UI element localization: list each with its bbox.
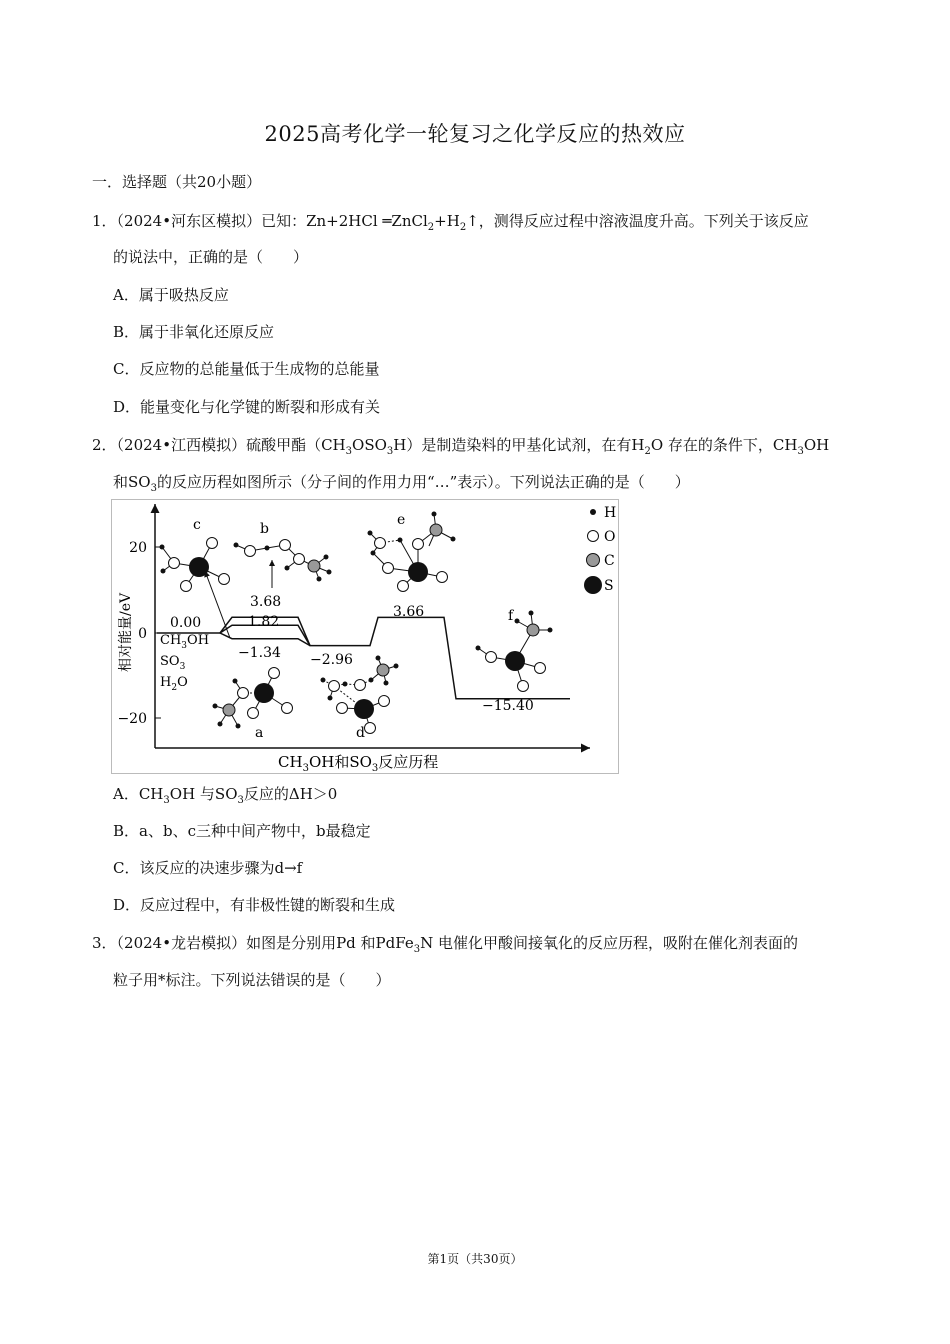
y-axis-label: 相对能量/eV [118, 592, 134, 672]
y-tick-0: 0 [138, 626, 147, 642]
level-label-start: 0.00 [170, 615, 202, 631]
energy-chart [112, 500, 618, 773]
molecule-label-c: c [193, 517, 201, 533]
molecule-label-f: f [508, 608, 514, 624]
species-ch3oh: $CH_3OH$ [160, 633, 210, 651]
molecule-e [368, 512, 456, 592]
molecule-label-a: a [255, 725, 264, 741]
molecule-c [160, 517, 230, 592]
molecule-label-d: d [356, 725, 365, 741]
molecule-label-b: b [260, 521, 269, 537]
page-footer: 第1页（共30页） [427, 1252, 523, 1266]
y-tick-neg20: −20 [117, 711, 147, 727]
level-label-neg15.40: −15.40 [482, 698, 534, 714]
level-label-3.68: 3.68 [250, 594, 282, 610]
q1-stem-line2: 的说法中，正确的是（ ） [113, 248, 309, 266]
legend-label-s: S [604, 578, 614, 594]
chart-legend [584, 505, 616, 594]
q2-stem: 2．（2024•江西模拟）硫酸甲酯$(CH_3OSO_3H)$是制造染料的甲基化试剂，在有$H_2O$ 存在的条件下，$CH_3OH$ [92, 436, 830, 457]
profile-path-lower [220, 633, 310, 646]
level-label-3.66: 3.66 [393, 604, 425, 620]
q3-stem-line2: 粒子用*标注。下列说法错误的是（ ） [113, 971, 391, 989]
q1-stem: 1．（2024•河东区模拟）已知：Zn+2HCl $═ZnCl_2+H_2↑$，测得反应过程中溶液温度升高。下列关于该反应 [92, 212, 809, 233]
x-axis-label: $CH_3OH$和$SO_3$反应历程 [278, 753, 439, 773]
legend-label-h: H [604, 505, 617, 521]
energy-profile-figure [111, 499, 619, 774]
q2-option-a[interactable]: A．$CH_3OH$ 与$SO_3$反应的ΔH＞0 [113, 785, 338, 806]
legend-label-c: C [604, 553, 615, 569]
level-label-1.82: 1.82 [248, 614, 280, 630]
molecule-b [234, 521, 332, 582]
q3-stem: 3．（2024•龙岩模拟）如图是分别用Pd 和PdFe$_3$N 电催化甲酸间接氧化的反应历程，吸附在催化剂表面的 [92, 934, 798, 955]
molecule-d [321, 656, 399, 742]
q1-option-c[interactable]: C．反应物的总能量低于生成物的总能量 [113, 360, 380, 378]
doc-title: 2025高考化学一轮复习之化学反应的热效应 [264, 122, 686, 146]
q2-stem-line2: 和$SO_3$的反应历程如图所示（分子间的作用力用“…”表示）。下列说法正确的是（ ） [113, 473, 690, 494]
species-so3: $SO_3$ [160, 654, 186, 672]
legend-label-o: O [604, 529, 616, 545]
molecule-f [476, 608, 553, 692]
level-label-neg1.34: −1.34 [238, 645, 281, 661]
q2-option-d[interactable]: D．反应过程中，有非极性键的断裂和生成 [113, 896, 396, 914]
level-label-neg2.96: −2.96 [310, 652, 353, 668]
section-heading: 一．选择题（共20小题） [92, 173, 262, 191]
q1-option-a[interactable]: A．属于吸热反应 [113, 286, 229, 304]
species-h2o: $H_2O$ [160, 675, 188, 693]
q1-option-b[interactable]: B．属于非氧化还原反应 [113, 323, 275, 341]
q2-option-b[interactable]: B．a、b、c三种中间产物中，b最稳定 [113, 822, 371, 840]
molecule-label-e: e [397, 512, 406, 528]
q2-option-c[interactable]: C．该反应的决速步骤为d→f [113, 859, 303, 877]
y-tick-20: 20 [129, 540, 147, 556]
q1-option-d[interactable]: D．能量变化与化学键的断裂和形成有关 [113, 398, 381, 416]
molecule-a [213, 668, 293, 742]
